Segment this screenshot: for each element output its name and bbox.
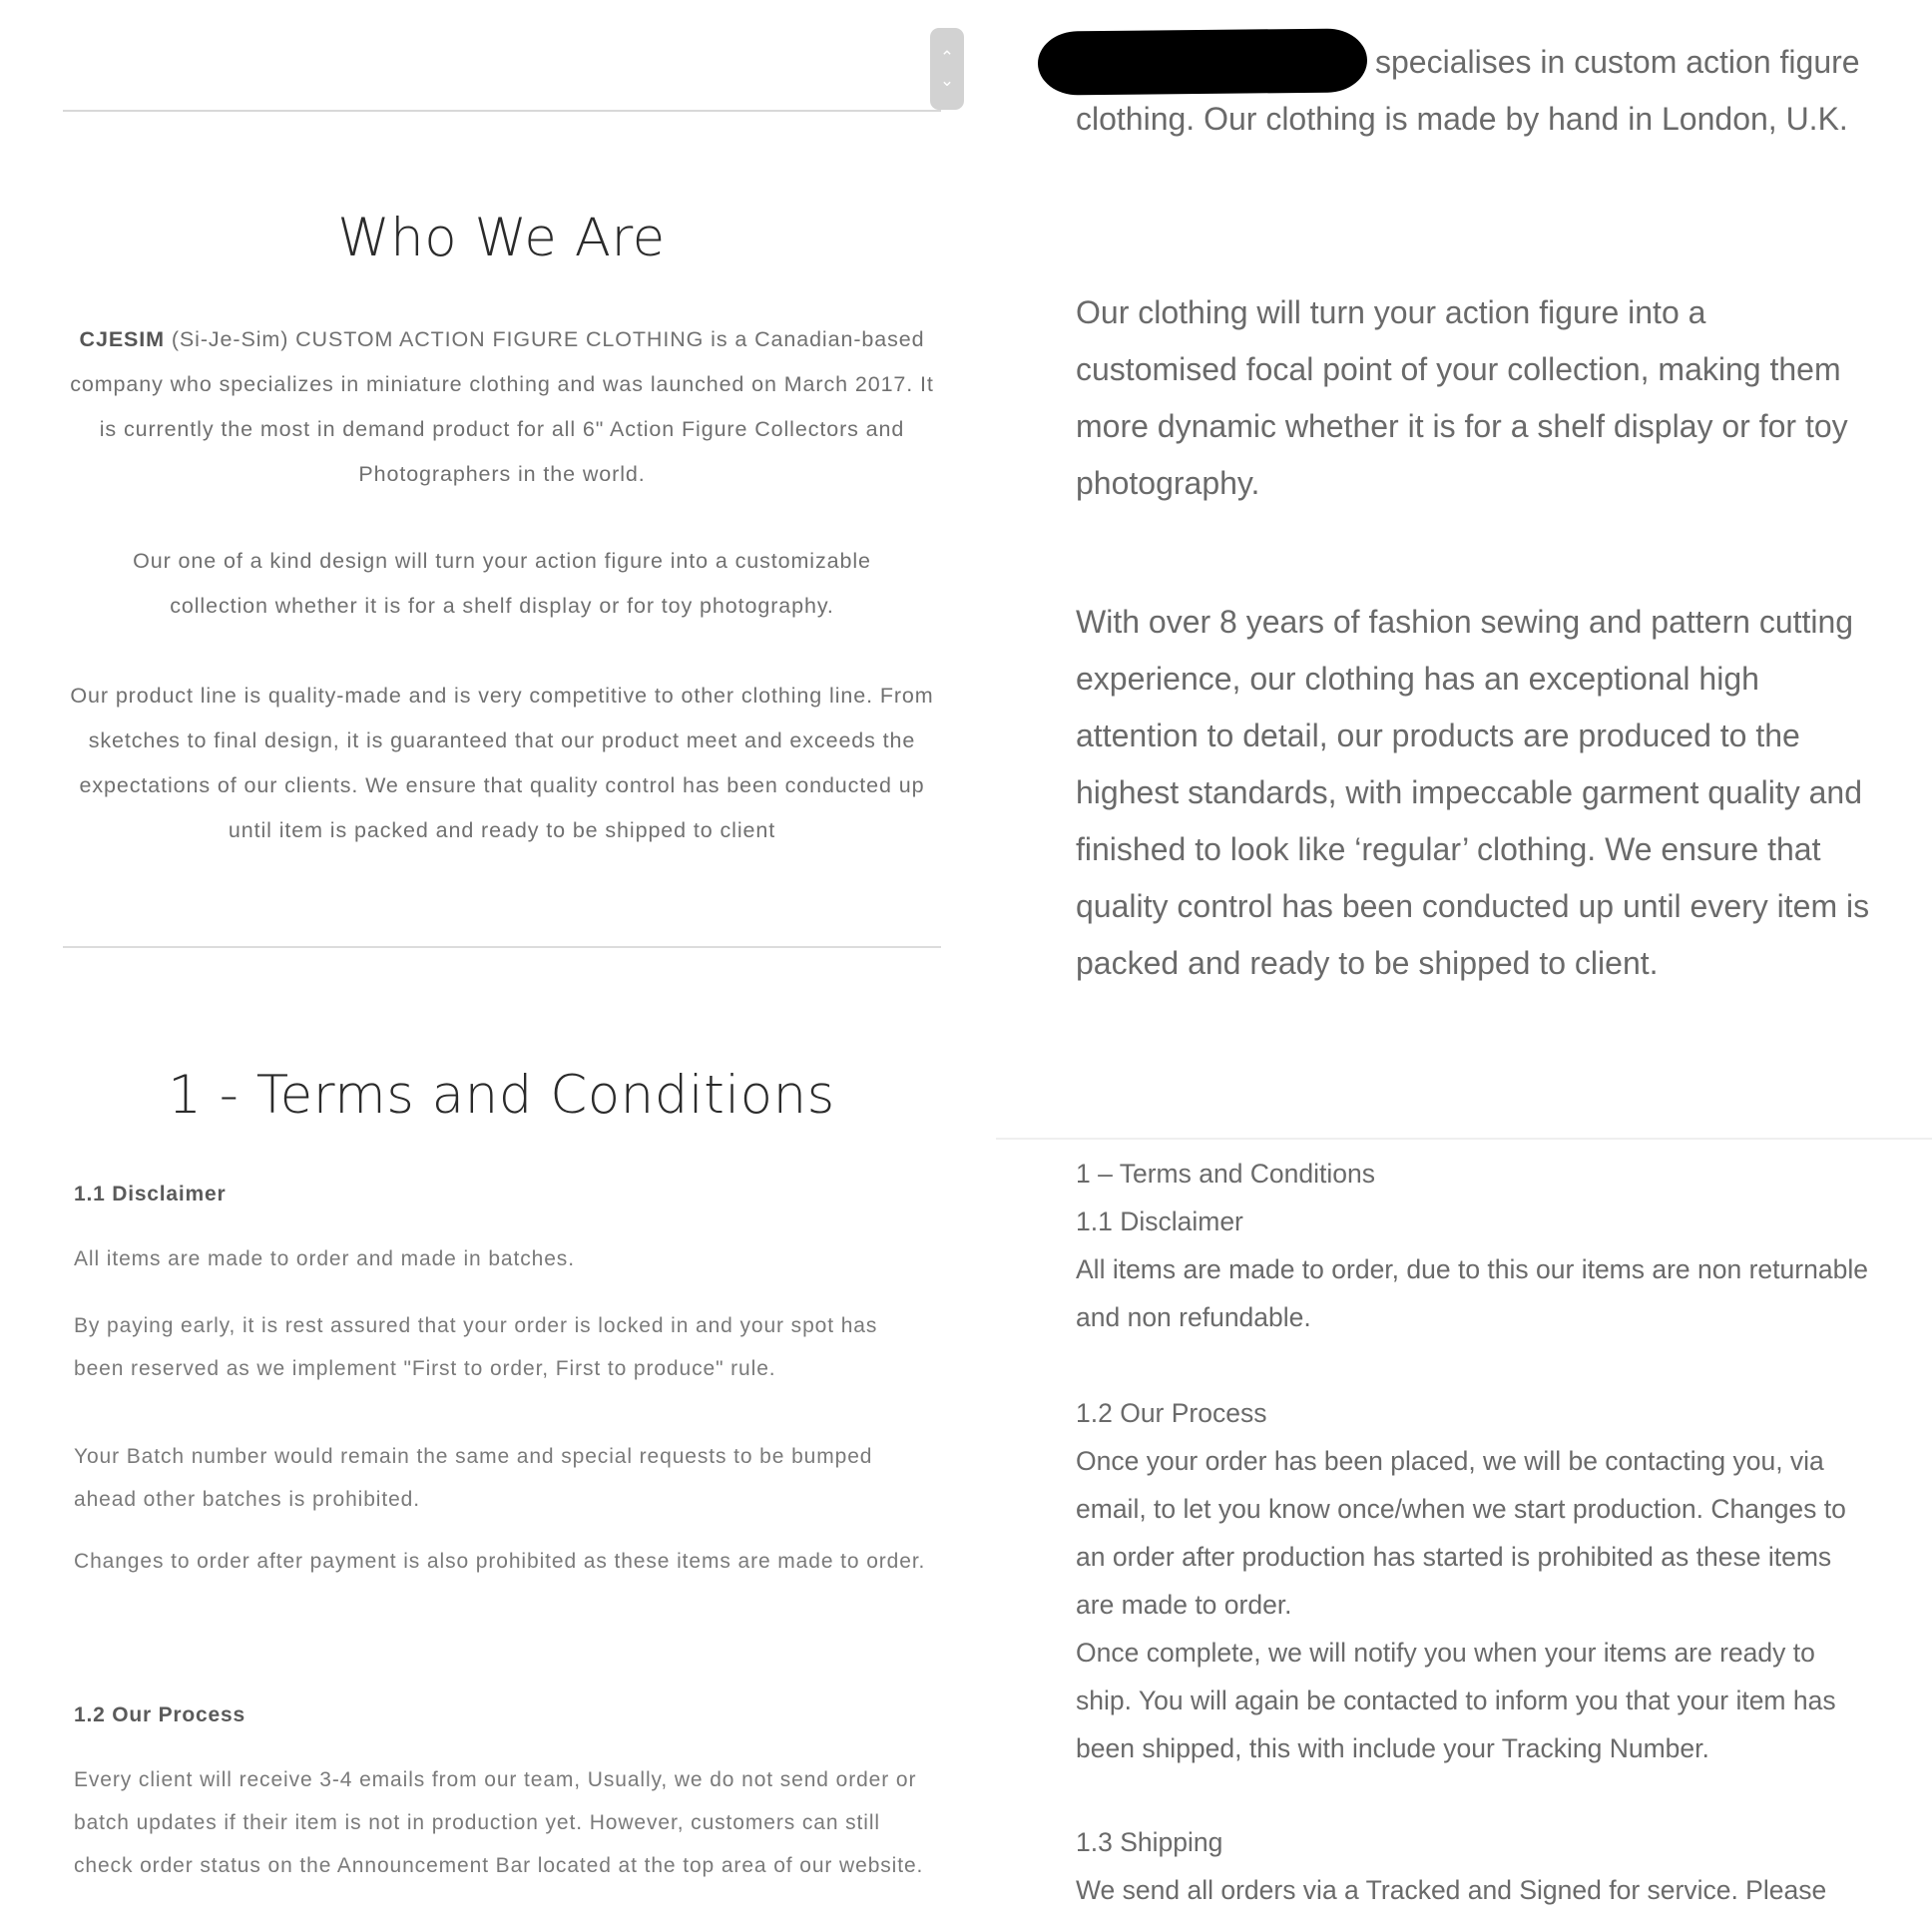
process-text-1: Once your order has been placed, we will be contacting you, via email, to let you know once/when we start production. Changes to an order after production has started is prohibited as these items are made to order.	[1076, 1446, 1846, 1620]
disclaimer-paragraph-3: Your Batch number would remain the same and special requests to be bumped ahead other batches is prohibited.	[74, 1445, 873, 1511]
process-paragraph-1: Every client will receive 3-4 emails from our team, Usually, we do not send order or batch updates if their item is not in production yet. However, customers can still check order status on the Announcement Bar located at the top area of our website.	[74, 1768, 924, 1877]
process-title: 1.2 Our Process	[1076, 1398, 1267, 1428]
section-divider	[63, 946, 941, 948]
shipping-text: We send all orders via a Tracked and Signed for service. Please	[1076, 1875, 1827, 1905]
brand-name: CJESIM	[79, 327, 165, 351]
who-we-are-heading: Who We Are	[337, 208, 666, 268]
disclaimer-title: 1.1 Disclaimer	[1076, 1207, 1243, 1236]
chevron-up-icon[interactable]: ⌃	[939, 48, 955, 67]
shipping-title: 1.3 Shipping	[1076, 1827, 1223, 1857]
who-paragraph-2: Our one of a kind design will turn your action figure into a customizable collection whether it is for a shelf display or for toy photography.	[133, 549, 871, 618]
intro-paragraph-2: Our clothing will turn your action figure into a customised focal point of your collection, making them more dynamic whether it is for a shelf display or for toy photography.	[1076, 294, 1848, 501]
process-title: 1.2 Our Process	[74, 1703, 245, 1726]
intro-paragraph-1: specialises in custom action figure clothing. Our clothing is made by hand in London, U.K.	[1076, 44, 1860, 137]
process-text-2: Once complete, we will notify you when your items are ready to ship. You will again be contacted to inform you that your item has been shipped, this with include your Tracking Number.	[1076, 1638, 1836, 1763]
who-paragraph-1	[68, 317, 936, 497]
disclaimer-title: 1.1 Disclaimer	[74, 1183, 227, 1206]
who-paragraph-1-text: (Si-Je-Sim) CUSTOM ACTION FIGURE CLOTHING is a Canadian-based company who specializes in miniature clothing and was launched on March 2017. It is currently the most in demand product for all 6" Action Figure Collectors and Photographers in the world.	[70, 327, 934, 486]
top-divider	[63, 110, 941, 112]
terms-title: 1 – Terms and Conditions	[1076, 1159, 1376, 1189]
disclaimer-text: All items are made to order, due to this our items are non returnable and non refundable.	[1076, 1254, 1868, 1332]
disclaimer-paragraph-1: All items are made to order and made in batches.	[74, 1247, 575, 1270]
disclaimer-paragraph-2: By paying early, it is rest assured that your order is locked in and your spot has been reserved as we implement "First to order, First to produce" rule.	[74, 1314, 878, 1380]
chevron-down-icon[interactable]: ⌄	[939, 71, 955, 90]
who-paragraph-3: Our product line is quality-made and is very competitive to other clothing line. From sketches to final design, it is guaranteed that our product meet and exceeds the expectations of our clients. We ensure that quality control has been conducted up until item is packed and ready to be shipped to client	[70, 684, 934, 842]
intro-paragraph-3: With over 8 years of fashion sewing and pattern cutting experience, our clothing has an exceptional high attention to detail, our products are produced to the highest standards, with impeccable garment quality and finished to look like ‘regular’ clothing. We ensure that quality control has been conducted up until every item is packed and ready to be shipped to client.	[1076, 604, 1870, 981]
section-divider	[996, 1138, 1932, 1140]
terms-heading: 1 - Terms and Conditions	[168, 1065, 835, 1126]
disclaimer-paragraph-4: Changes to order after payment is also prohibited as these items are made to order.	[74, 1550, 926, 1573]
right-screenshot-panel	[988, 0, 1932, 1932]
scroll-control[interactable]	[930, 28, 964, 110]
